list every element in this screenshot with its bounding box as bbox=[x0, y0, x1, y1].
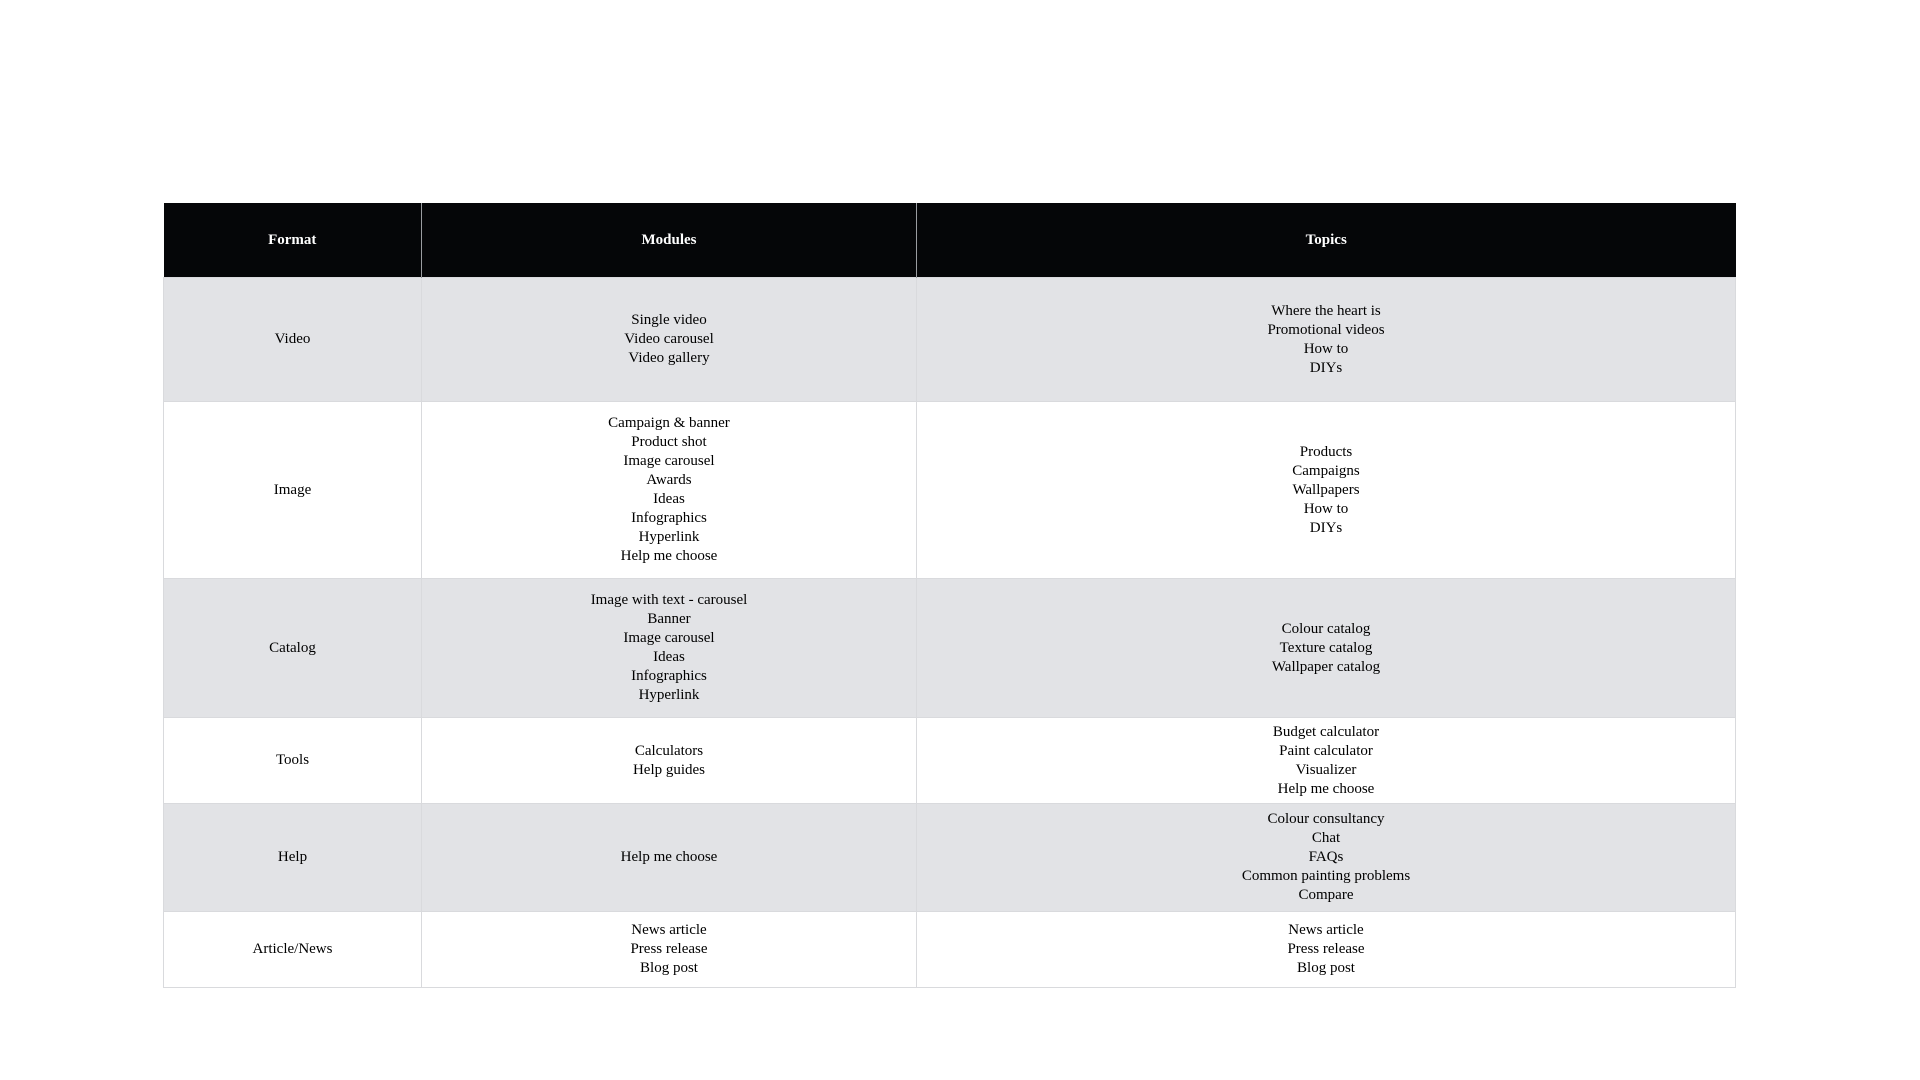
header-row bbox=[164, 203, 1736, 278]
format-cell: Image bbox=[164, 402, 422, 579]
module-item: Image carousel bbox=[623, 453, 715, 469]
topics-list bbox=[923, 302, 1729, 378]
topics-cell bbox=[917, 278, 1736, 402]
modules-cell bbox=[422, 804, 917, 912]
topics-cell bbox=[917, 912, 1736, 988]
topics-list bbox=[923, 443, 1729, 538]
topic-item: Wallpaper catalog bbox=[1271, 658, 1381, 675]
topic-item: DIYs bbox=[1309, 519, 1343, 536]
topic-item: Campaigns bbox=[1292, 462, 1360, 479]
topic-item: News article bbox=[1288, 922, 1364, 938]
topics-cell bbox=[917, 718, 1736, 804]
topics-list bbox=[923, 810, 1729, 905]
table-row bbox=[164, 402, 1736, 579]
table-row bbox=[164, 278, 1736, 402]
topic-item: Products bbox=[1299, 443, 1353, 460]
topics-cell bbox=[917, 402, 1736, 579]
topic-item: Blog post bbox=[1297, 960, 1355, 976]
module-item: Single video bbox=[631, 312, 707, 328]
modules-cell bbox=[422, 718, 917, 804]
modules-list bbox=[428, 414, 910, 566]
module-item: Help guides bbox=[632, 761, 706, 778]
topic-item: Texture catalog bbox=[1279, 639, 1373, 656]
topic-item: How to bbox=[1303, 340, 1349, 357]
module-item: Hyperlink bbox=[638, 529, 700, 545]
topics-cell bbox=[917, 804, 1736, 912]
module-item: Calculators bbox=[634, 742, 704, 759]
topic-item: Chat bbox=[1311, 830, 1341, 846]
module-item: Campaign & banner bbox=[608, 415, 730, 431]
topic-item: FAQs bbox=[1308, 849, 1344, 865]
topics-list bbox=[923, 723, 1729, 799]
header-modules: Modules bbox=[422, 203, 917, 278]
header-format: Format bbox=[164, 203, 422, 278]
topic-item: Paint calculator bbox=[1279, 742, 1373, 759]
topic-item: DIYs bbox=[1309, 359, 1343, 376]
module-item: Product shot bbox=[631, 434, 707, 450]
table-body bbox=[164, 278, 1736, 988]
module-item: Ideas bbox=[653, 649, 685, 665]
module-item: Ideas bbox=[653, 491, 685, 507]
modules-cell bbox=[422, 402, 917, 579]
topic-item: Help me choose bbox=[1277, 780, 1375, 797]
topics-list bbox=[923, 921, 1729, 978]
topics-cell bbox=[917, 579, 1736, 718]
module-item: Awards bbox=[646, 472, 692, 488]
table-row bbox=[164, 912, 1736, 988]
modules-list bbox=[428, 591, 910, 705]
module-item: Press release bbox=[630, 941, 708, 957]
modules-list bbox=[428, 311, 910, 368]
table-row bbox=[164, 804, 1736, 912]
table-header bbox=[164, 203, 1736, 278]
topic-item: Colour consultancy bbox=[1267, 811, 1385, 827]
module-item: Help me choose bbox=[620, 849, 718, 865]
module-item: Image carousel bbox=[623, 630, 715, 646]
table-row bbox=[164, 579, 1736, 718]
module-item: Banner bbox=[647, 611, 691, 627]
format-modules-topics-table bbox=[163, 203, 1736, 988]
module-item: News article bbox=[631, 922, 707, 938]
module-item: Video gallery bbox=[628, 350, 710, 366]
modules-list bbox=[428, 742, 910, 780]
topic-item: Compare bbox=[1298, 887, 1354, 903]
modules-cell bbox=[422, 278, 917, 402]
module-item: Infographics bbox=[631, 510, 707, 526]
format-cell: Catalog bbox=[164, 579, 422, 718]
table-row bbox=[164, 718, 1736, 804]
header-topics: Topics bbox=[917, 203, 1736, 278]
topic-item: Where the heart is bbox=[1271, 302, 1381, 319]
module-item: Video carousel bbox=[624, 331, 714, 347]
module-item: Infographics bbox=[631, 668, 707, 684]
modules-cell bbox=[422, 912, 917, 988]
topic-item: Visualizer bbox=[1295, 761, 1357, 778]
module-item: Blog post bbox=[640, 960, 698, 976]
module-item: Hyperlink bbox=[638, 687, 700, 703]
topic-item: Colour catalog bbox=[1281, 620, 1371, 637]
module-item: Help me choose bbox=[620, 548, 718, 564]
topic-item: Budget calculator bbox=[1272, 723, 1380, 740]
modules-list bbox=[428, 921, 910, 978]
modules-list bbox=[428, 848, 910, 867]
format-cell: Tools bbox=[164, 718, 422, 804]
modules-cell bbox=[422, 579, 917, 718]
format-cell: Article/News bbox=[164, 912, 422, 988]
format-cell: Video bbox=[164, 278, 422, 402]
format-cell: Help bbox=[164, 804, 422, 912]
topic-item: Common painting problems bbox=[1241, 868, 1411, 884]
topics-list bbox=[923, 620, 1729, 677]
topic-item: Wallpapers bbox=[1292, 481, 1360, 498]
topic-item: How to bbox=[1303, 500, 1349, 517]
topic-item: Promotional videos bbox=[1267, 321, 1385, 338]
topic-item: Press release bbox=[1287, 941, 1365, 957]
module-item: Image with text - carousel bbox=[590, 592, 748, 608]
